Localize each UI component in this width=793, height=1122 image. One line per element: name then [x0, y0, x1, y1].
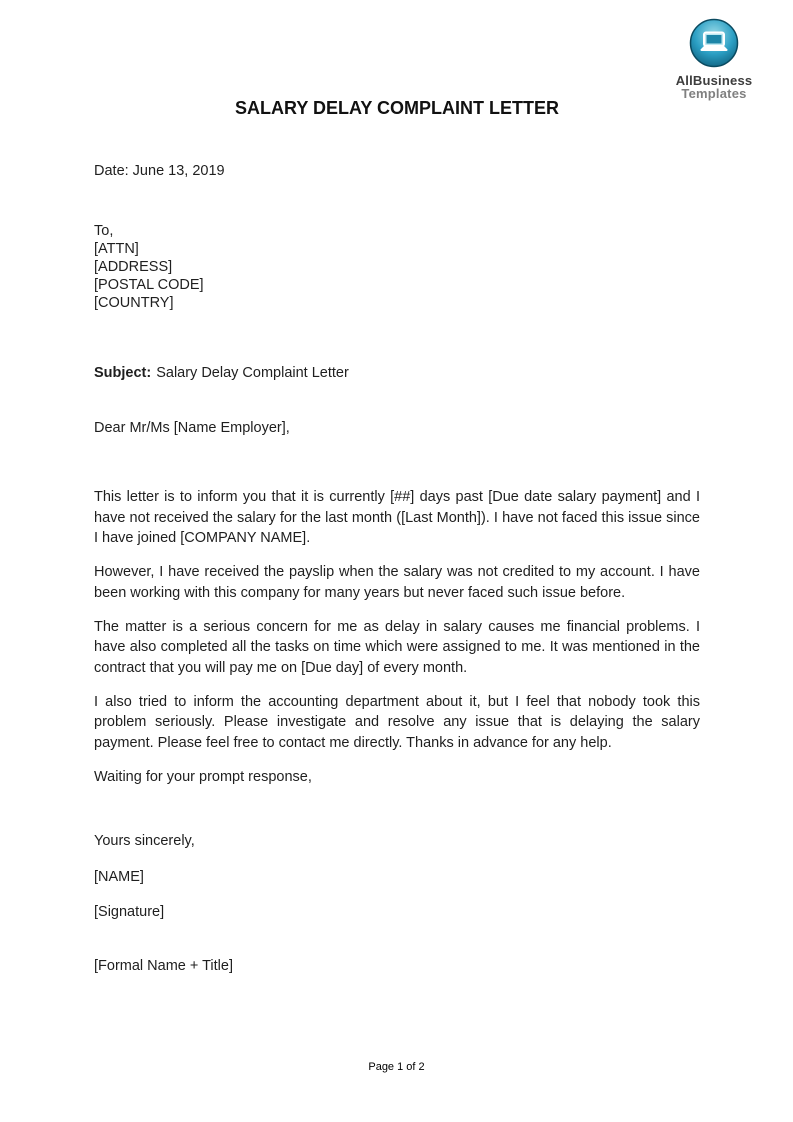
- page-footer: Page 1 of 2: [368, 1061, 425, 1073]
- body-paragraph-4: I also tried to inform the accounting department about it, but I feel that nobody took this problem seriously. Please investigate and resolve any issue that is delaying the salary payment. Please feel free to contact me directly. Thanks in advance for any help.: [94, 693, 700, 752]
- logo-text: [666, 74, 762, 100]
- subject-text: Salary Delay Complaint Letter: [156, 365, 349, 381]
- document-title: SALARY DELAY COMPLAINT LETTER: [234, 98, 560, 118]
- name-placeholder: [NAME]: [94, 869, 144, 886]
- subject-label: Subject:: [94, 365, 152, 381]
- recipient-line-address: [ADDRESS]: [94, 259, 173, 275]
- logo-brand-line2: Templates: [681, 86, 747, 101]
- signature-placeholder: [Signature]: [94, 904, 165, 921]
- date-line: Date: June 13, 2019: [94, 163, 225, 179]
- letter-body: [94, 487, 700, 787]
- logo-brand-line1: AllBusiness: [675, 73, 753, 88]
- salutation: Dear Mr/Ms [Name Employer],: [94, 420, 290, 436]
- allbusiness-templates-logo: [666, 18, 762, 100]
- signoff: Yours sincerely,: [94, 833, 195, 850]
- formal-name-title-placeholder: [Formal Name + Title]: [94, 958, 233, 975]
- body-paragraph-1: This letter is to inform you that it is currently [##] days past [Due date salary payment] and I have not received the salary for the last month ([Last Month]). I have not faced this issue since I have joined [COMPANY NAME].: [94, 489, 700, 547]
- recipient-line-to: To,: [94, 223, 114, 239]
- recipient-line-postal-code: [POSTAL CODE]: [94, 277, 204, 293]
- recipient-line-country: [COUNTRY]: [94, 295, 174, 311]
- laptop-icon: [666, 18, 762, 73]
- body-paragraph-2: However, I have received the payslip when the salary was not credited to my account. I have been working with this company for many years but never faced such issue before.: [94, 564, 700, 601]
- subject-line: [94, 364, 700, 382]
- recipient-block: [94, 222, 700, 312]
- recipient-line-attn: [ATTN]: [94, 241, 139, 257]
- body-paragraph-3: The matter is a serious concern for me as delay in salary causes me financial problems. I have also completed all the tasks on time which were assigned to me. It was mentioned in the contract that you will pay me on [Due day] of every month.: [94, 618, 700, 676]
- closing-prompt: Waiting for your prompt response,: [94, 768, 312, 785]
